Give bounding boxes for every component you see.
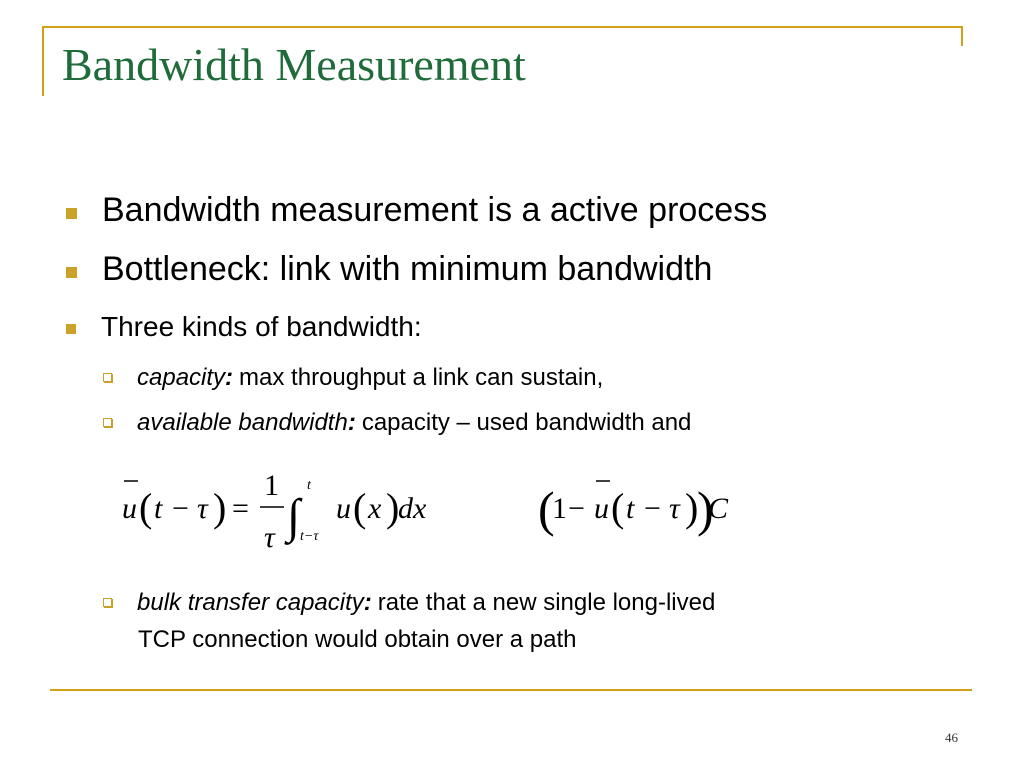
math-tau: τ	[669, 492, 680, 525]
left-paren: (	[353, 485, 367, 530]
right-big-paren: )	[697, 481, 714, 537]
hollow-square-bullet-icon	[103, 598, 112, 607]
term: bulk transfer capacity	[137, 589, 364, 616]
sub-bullet-text: rate that a new single long-lived	[377, 589, 716, 616]
math-minus: −	[568, 492, 585, 525]
bottom-divider	[50, 689, 972, 691]
bullet-text: Bottleneck: link with minimum bandwidth	[102, 250, 713, 288]
term: available bandwidth	[137, 409, 348, 436]
right-paren: )	[685, 485, 699, 530]
math-C: C	[708, 492, 729, 525]
math-x: x	[368, 492, 382, 525]
left-paren: (	[139, 485, 153, 530]
left-paren: (	[611, 485, 625, 530]
math-one: 1	[552, 492, 567, 525]
math-dx: dx	[398, 492, 427, 525]
math-t: t	[154, 492, 163, 525]
right-paren: )	[213, 485, 227, 530]
sub-bullet-text: max throughput a link can sustain,	[239, 364, 604, 391]
average-utilization-formula	[122, 469, 427, 554]
math-u: u	[336, 492, 351, 525]
math-u: u	[594, 492, 609, 525]
math-t: t	[626, 492, 635, 525]
right-paren: )	[386, 485, 400, 530]
math-minus: −	[644, 492, 661, 525]
bullet-text: Bandwidth measurement is a active process	[102, 191, 768, 229]
math-one: 1	[264, 469, 279, 502]
upper-limit: t	[307, 478, 311, 493]
slide-title: Bandwidth Measurement	[62, 39, 526, 90]
math-tau: τ	[197, 492, 208, 525]
sub-bullet-item	[103, 589, 715, 617]
math-equals: =	[232, 492, 249, 525]
sub-bullet-continuation: TCP connection would obtain over a path	[138, 626, 577, 653]
term-colon: :	[225, 364, 234, 391]
math-u: u	[122, 492, 137, 525]
lower-limit: t−τ	[300, 529, 319, 544]
bullet-text: Three kinds of bandwidth:	[101, 311, 422, 342]
available-bandwidth-formula	[538, 481, 729, 537]
term-colon: :	[347, 409, 356, 436]
integral-sign: ∫	[287, 490, 301, 543]
math-minus: −	[172, 492, 189, 525]
term-colon: :	[363, 589, 372, 616]
sub-bullet-text: capacity – used bandwidth and	[361, 409, 692, 436]
page-number: 46	[945, 730, 958, 745]
left-big-paren: (	[538, 481, 555, 537]
term: capacity	[137, 364, 226, 391]
math-tau: τ	[264, 521, 275, 554]
